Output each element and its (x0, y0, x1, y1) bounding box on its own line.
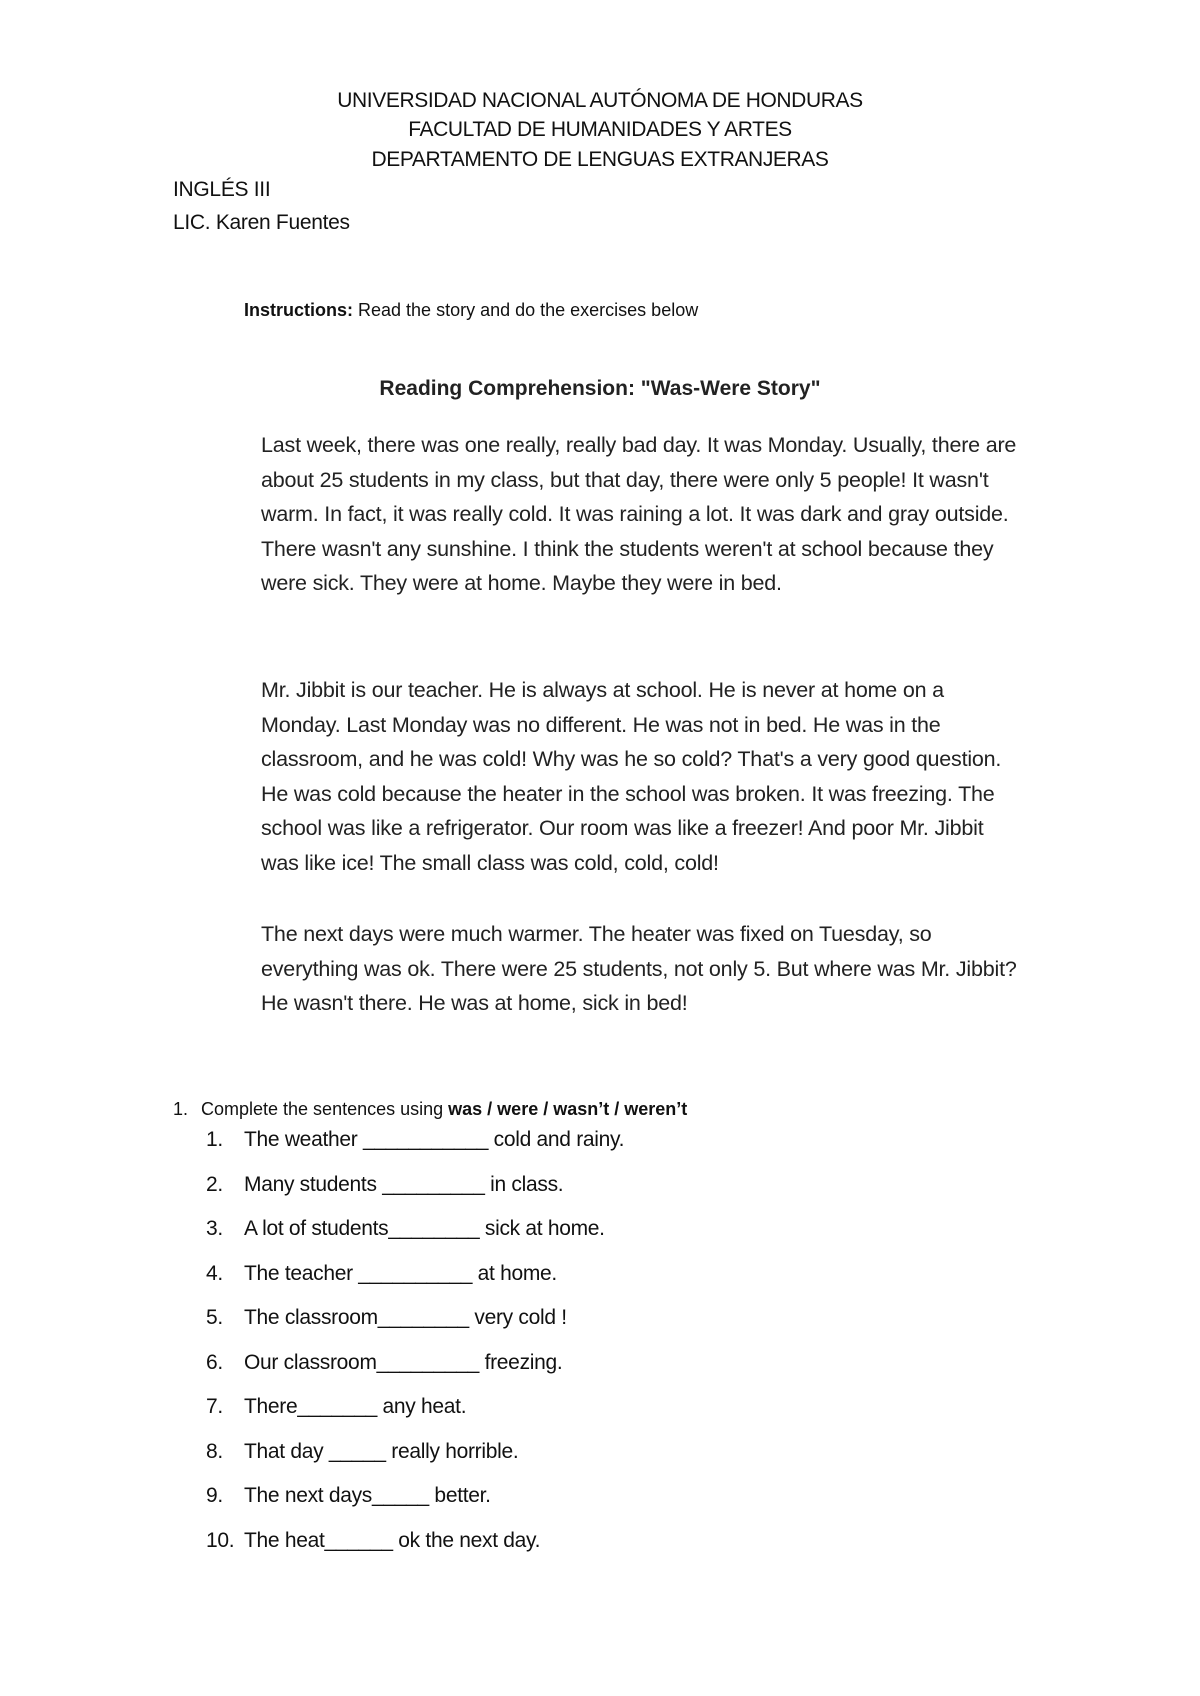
item-sentence: Our classroom_________ freezing. (244, 1350, 563, 1374)
exercise-item (206, 1395, 624, 1440)
exercise-item (206, 1351, 624, 1396)
exercise-number: 1. (173, 1099, 189, 1119)
story-paragraph-1: Last week, there was one really, really bad day. It was Monday. Usually, there are about 25 students in my class, but that day, there were only 5 people! It wasn't warm. In fact, it was really cold. It was raining a lot. It was dark and gray outside. There wasn't any sunshine. I think the students weren't at school because they were sick. They were at home. Maybe they were in bed. (261, 433, 1017, 596)
item-number: 9. (206, 1484, 223, 1507)
faculty-name: FACULTAD DE HUMANIDADES Y ARTES (408, 118, 792, 141)
exercise-item (206, 1217, 624, 1262)
item-number: 10. (206, 1528, 235, 1552)
instructions-label: Instructions: (244, 300, 354, 320)
item-number: 1. (206, 1128, 223, 1151)
item-sentence: A lot of students________ sick at home. (244, 1217, 605, 1240)
item-number: 6. (206, 1350, 223, 1374)
exercise-item (206, 1173, 624, 1218)
item-sentence: There_______ any heat. (244, 1395, 467, 1418)
exercise-item (206, 1128, 624, 1173)
exercise-heading (173, 1099, 687, 1120)
instructions (244, 300, 698, 321)
exercise-items (206, 1128, 624, 1573)
exercise-words: was / were / wasn’t / weren’t (448, 1099, 688, 1119)
instructions-text: Read the story and do the exercises below (353, 300, 699, 320)
item-number: 7. (206, 1395, 223, 1418)
story-paragraph-2: Mr. Jibbit is our teacher. He is always at school. He is never at home on a Monday. Last Monday was no different. He was not in bed. He was in the classroom, and he was cold! Why was he so cold? That's a very good question. He was cold because the heater in the school was broken. It was freezing. The school was like a refrigerator. Our room was like a freezer! And poor Mr. Jibbit was like ice! The small class was cold, cold, cold! (261, 678, 1002, 875)
item-sentence: That day _____ really horrible. (244, 1439, 519, 1463)
item-sentence: The classroom________ very cold ! (244, 1306, 567, 1329)
item-number: 3. (206, 1217, 223, 1240)
department-name: DEPARTAMENTO DE LENGUAS EXTRANJERAS (371, 148, 829, 171)
story-paragraph-3: The next days were much warmer. The heater was fixed on Tuesday, so everything was ok. There were 25 students, not only 5. But where was Mr. Jibbit? He wasn't there. He was at home, sick in bed! (261, 922, 1017, 1016)
exercise-prompt: Complete the sentences using (201, 1099, 449, 1119)
item-sentence: The weather ___________ cold and rainy. (244, 1128, 625, 1151)
university-name: UNIVERSIDAD NACIONAL AUTÓNOMA DE HONDURAS (337, 89, 863, 112)
exercise-item (206, 1306, 624, 1351)
item-sentence: Many students _________ in class. (244, 1172, 564, 1196)
exercise-item (206, 1440, 624, 1485)
item-number: 2. (206, 1172, 223, 1196)
course-name: INGLÉS III (173, 178, 271, 201)
exercise-item (206, 1262, 624, 1307)
item-sentence: The heat______ ok the next day. (244, 1528, 541, 1552)
item-number: 4. (206, 1261, 223, 1285)
exercise-item (206, 1484, 624, 1529)
item-number: 8. (206, 1439, 223, 1463)
exercise-item (206, 1529, 624, 1574)
item-sentence: The next days_____ better. (244, 1484, 491, 1507)
item-sentence: The teacher __________ at home. (244, 1261, 557, 1285)
story-title: Reading Comprehension: "Was-Were Story" (379, 377, 821, 400)
item-number: 5. (206, 1306, 223, 1329)
teacher-name: LIC. Karen Fuentes (173, 211, 350, 234)
